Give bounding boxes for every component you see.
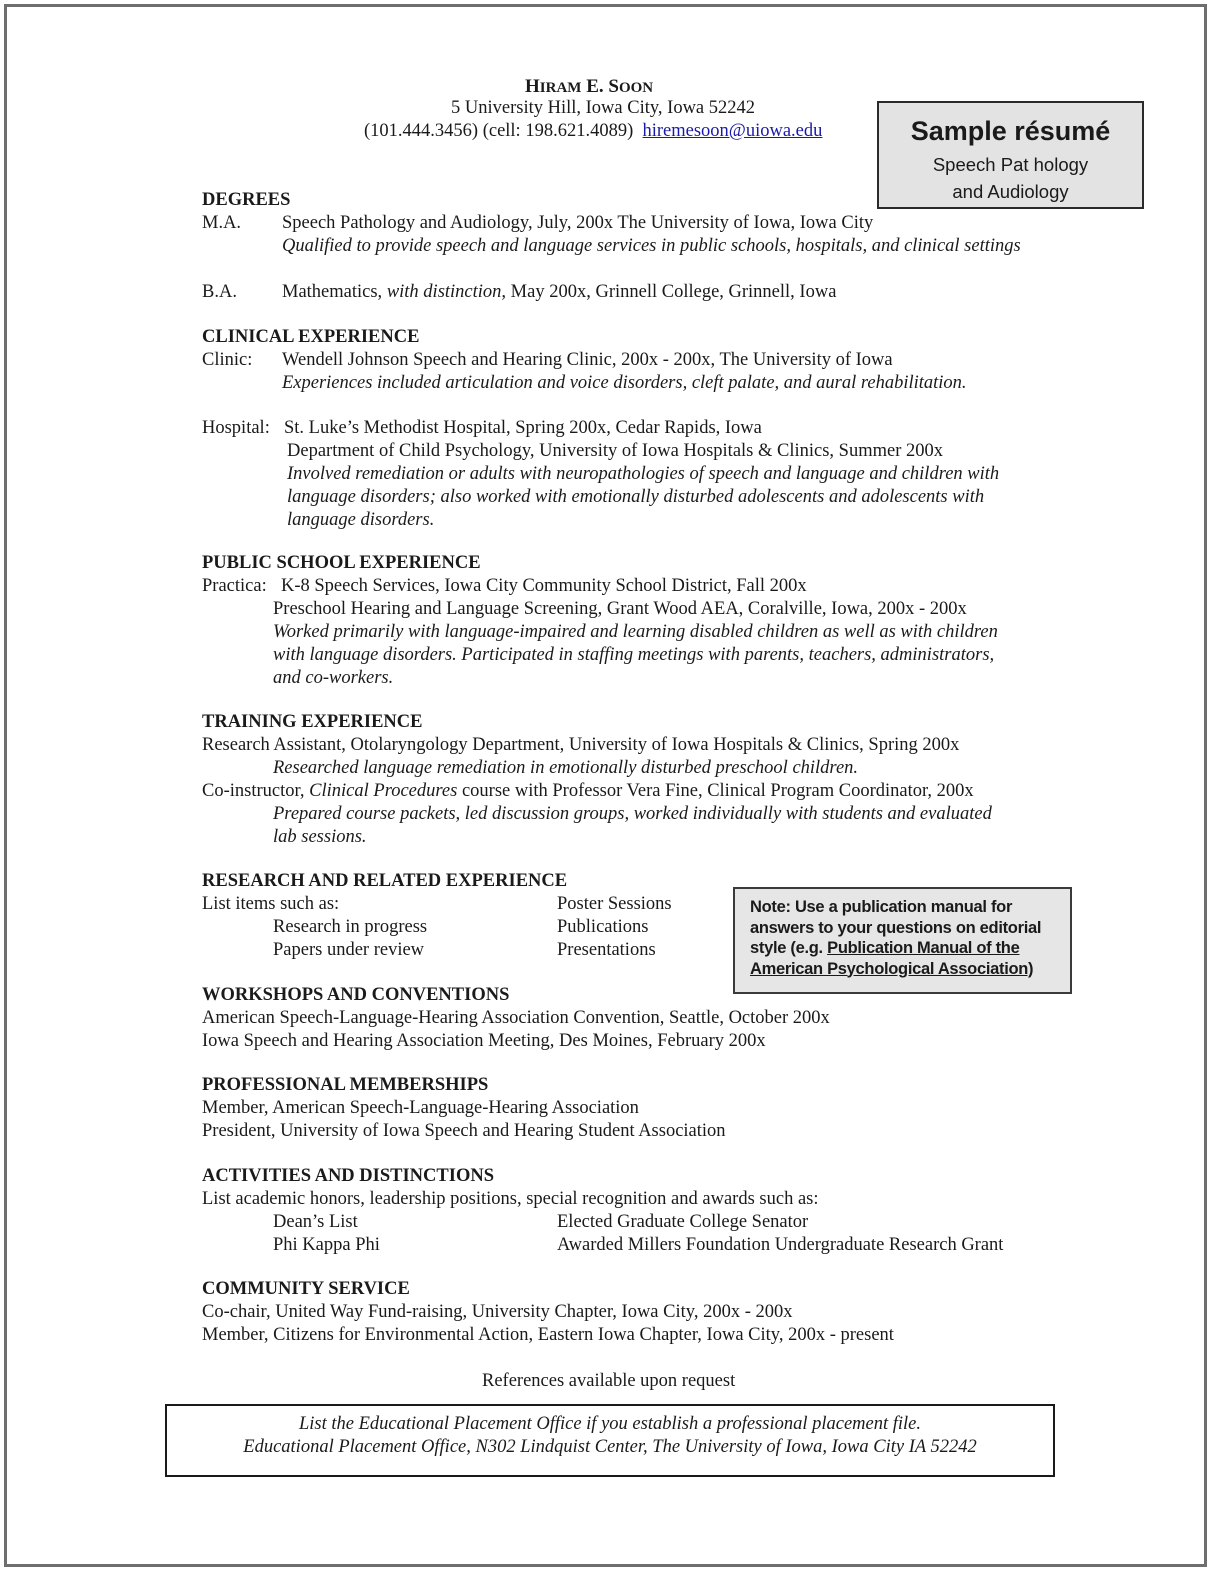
- section-heading-public-school: PUBLIC SCHOOL EXPERIENCE: [202, 553, 481, 573]
- research-intro: List items such as:: [202, 894, 340, 914]
- practica-note-1: Worked primarily with language-impaired and learning disabled children as well as with children: [273, 622, 998, 642]
- section-heading-community: COMMUNITY SERVICE: [202, 1279, 410, 1299]
- section-heading-workshops: WORKSHOPS AND CONVENTIONS: [202, 985, 510, 1005]
- research-left-item: Papers under review: [273, 940, 425, 960]
- practica-label: Practica:: [202, 576, 267, 596]
- training-line-1: Research Assistant, Otolaryngology Department, University of Iowa Hospitals & Clinics, Spring 200x: [202, 735, 960, 755]
- practica-line-1: K-8 Speech Services, Iowa City Community School District, Fall 200x: [281, 576, 807, 596]
- practica-note-2: with language disorders. Participated in staffing meetings with parents, teachers, administrators,: [273, 645, 995, 665]
- hospital-note-1: Involved remediation or adults with neuropathologies of speech and language and children with: [287, 464, 1000, 484]
- research-left-item: Research in progress: [273, 917, 428, 937]
- contact-line: [364, 120, 822, 143]
- training-line-2: Co-instructor, Clinical Procedures course with Professor Vera Fine, Clinical Program Coordinator, 200x: [202, 781, 974, 801]
- hospital-note-2: language disorders; also worked with emotionally disturbed adolescents and adolescents with: [287, 487, 985, 507]
- sample-subtitle-1: Speech Pat hology: [932, 154, 1089, 175]
- section-heading-research: RESEARCH AND RELATED EXPERIENCE: [202, 871, 568, 891]
- ma-note: Qualified to provide speech and language services in public schools, hospitals, and clinical settings: [282, 236, 1021, 256]
- clinic-note: Experiences included articulation and voice disorders, cleft palate, and aural rehabilitation.: [282, 373, 967, 393]
- practica-note-3: and co-workers.: [273, 668, 394, 688]
- sample-title: Sample résumé: [910, 116, 1111, 146]
- section-heading-degrees: DEGREES: [202, 190, 291, 210]
- workshop-line-2: Iowa Speech and Hearing Association Meeting, Des Moines, February 200x: [202, 1031, 766, 1051]
- research-right-item: Publications: [557, 917, 649, 937]
- activities-right-item: Awarded Millers Foundation Undergraduate Research Grant: [557, 1235, 1004, 1255]
- membership-line-1: Member, American Speech-Language-Hearing Association: [202, 1098, 639, 1118]
- section-heading-training: TRAINING EXPERIENCE: [202, 712, 423, 732]
- section-heading-activities: ACTIVITIES AND DISTINCTIONS: [202, 1166, 494, 1186]
- email-link[interactable]: hiremesoon@uiowa.edu: [642, 121, 823, 141]
- section-heading-memberships: PROFESSIONAL MEMBERSHIPS: [202, 1075, 489, 1095]
- activities-left-item: Dean’s List: [273, 1212, 358, 1232]
- community-line-1: Co-chair, United Way Fund-raising, University Chapter, Iowa City, 200x - 200x: [202, 1302, 793, 1322]
- training-note-1: Researched language remediation in emotionally disturbed preschool children.: [273, 758, 859, 778]
- placement-line-1: List the Educational Placement Office if you establish a professional placement file.: [298, 1414, 922, 1434]
- workshop-line-1: American Speech-Language-Hearing Association Convention, Seattle, October 200x: [202, 1008, 830, 1028]
- note-line-1: Note: Use a publication manual for: [750, 898, 1013, 916]
- publication-note-box: [733, 887, 1072, 994]
- community-line-2: Member, Citizens for Environmental Action, Eastern Iowa Chapter, Iowa City, 200x - present: [202, 1325, 894, 1345]
- clinic-label: Clinic:: [202, 350, 253, 370]
- practica-line-2: Preschool Hearing and Language Screening, Grant Wood AEA, Coralville, Iowa, 200x - 200x: [273, 599, 967, 619]
- research-right-item: Presentations: [557, 940, 656, 960]
- sample-subtitle-2: and Audiology: [952, 181, 1069, 202]
- note-line-3: style (e.g. Publication Manual of the: [750, 939, 1020, 957]
- training-note-2b: lab sessions.: [273, 827, 367, 847]
- activities-intro: List academic honors, leadership positions, special recognition and awards such as:: [202, 1189, 819, 1209]
- ma-label: M.A.: [202, 213, 242, 233]
- ba-label: B.A.: [202, 282, 237, 302]
- ba-text: Mathematics, with distinction, May 200x, Grinnell College, Grinnell, Iowa: [282, 282, 837, 302]
- note-line-2: answers to your questions on editorial: [750, 918, 1042, 937]
- hospital-line-1: St. Luke’s Methodist Hospital, Spring 200x, Cedar Rapids, Iowa: [284, 418, 762, 438]
- hospital-label: Hospital:: [202, 418, 270, 438]
- training-note-2a: Prepared course packets, led discussion groups, worked individually with students and evaluated: [273, 804, 992, 824]
- hospital-line-2: Department of Child Psychology, University of Iowa Hospitals & Clinics, Summer 200x: [287, 441, 944, 461]
- address: 5 University Hill, Iowa City, Iowa 52242: [451, 98, 756, 118]
- placement-line-2: Educational Placement Office, N302 Lindquist Center, The University of Iowa, Iowa City IA 52242: [243, 1437, 977, 1457]
- phone-numbers: (101.444.3456) (cell: 198.621.4089): [364, 121, 634, 141]
- activities-left-item: Phi Kappa Phi: [273, 1235, 380, 1255]
- candidate-name: HIRAM E. SOON: [525, 76, 654, 97]
- activities-right-item: Elected Graduate College Senator: [557, 1212, 809, 1232]
- membership-line-2: President, University of Iowa Speech and Hearing Student Association: [202, 1121, 726, 1141]
- research-right-item: Poster Sessions: [557, 894, 672, 914]
- section-heading-clinical: CLINICAL EXPERIENCE: [202, 327, 420, 347]
- note-line-4: American Psychological Association): [750, 959, 1034, 978]
- references-line: References available upon request: [482, 1371, 736, 1391]
- ma-text: Speech Pathology and Audiology, July, 200x The University of Iowa, Iowa City: [282, 213, 874, 233]
- placement-office-box: [165, 1404, 1055, 1477]
- hospital-note-3: language disorders.: [287, 510, 435, 530]
- clinic-text: Wendell Johnson Speech and Hearing Clinic, 200x - 200x, The University of Iowa: [282, 350, 893, 370]
- sample-resume-box: [877, 101, 1144, 209]
